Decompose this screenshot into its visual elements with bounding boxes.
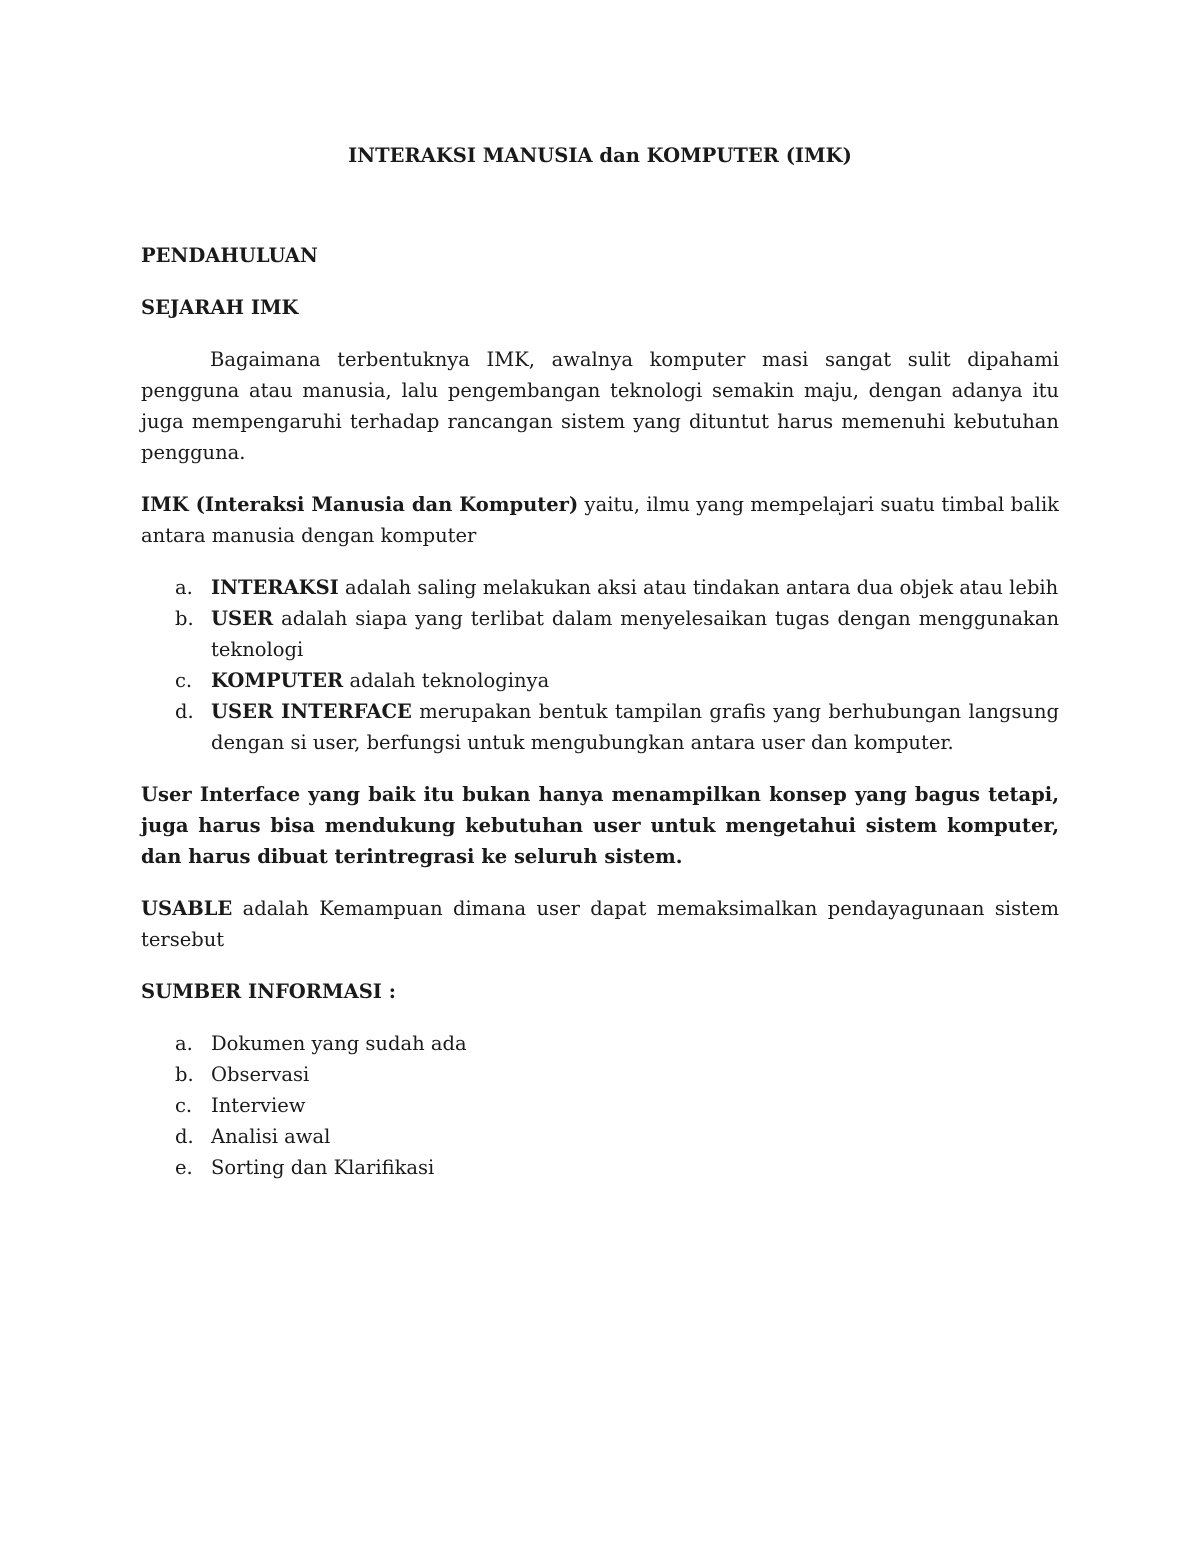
document-body xyxy=(141,140,1059,1183)
source-item xyxy=(141,1152,1059,1183)
definition-text: adalah teknologinya xyxy=(343,669,550,692)
list-marker: d. xyxy=(175,700,194,723)
imk-definition-text: yaitu, ilmu yang mempelajari suatu timbal balik antara manusia dengan komputer xyxy=(141,493,1059,547)
list-marker: d. xyxy=(175,1125,194,1148)
sejarah-paragraph: Bagaimana terbentuknya IMK, awalnya komputer masi sangat sulit dipahami pengguna atau manusia, lalu pengembangan teknologi semakin maju, dengan adanya itu juga mempengaruhi terhadap rancangan sistem yang dituntut harus memenuhi kebutuhan pengguna. xyxy=(141,348,1059,464)
definition-item-user xyxy=(141,603,1059,665)
list-marker: a. xyxy=(175,576,193,599)
usable-definition-text: adalah Kemampuan dimana user dapat memaksimalkan pendayagunaan sistem tersebut xyxy=(141,897,1059,951)
imk-definition-term: IMK (Interaksi Manusia dan Komputer) xyxy=(141,493,579,516)
source-text: Dokumen yang sudah ada xyxy=(211,1032,467,1055)
definition-term: KOMPUTER xyxy=(211,669,344,692)
definition-text: merupakan bentuk tampilan grafis yang berhubungan langsung dengan si user, berfungsi untuk mengubungkan antara user dan komputer. xyxy=(211,700,1059,754)
definition-term: USER xyxy=(211,607,274,630)
heading-sejarah-imk: SEJARAH IMK xyxy=(141,296,299,319)
source-text: Sorting dan Klarifikasi xyxy=(211,1156,435,1179)
ui-statement-paragraph: User Interface yang baik itu bukan hanya menampilkan konsep yang bagus tetapi, juga harus bisa mendukung kebutuhan user untuk mengetahui sistem komputer, dan harus dibuat terintregrasi ke seluruh sistem. xyxy=(141,783,1059,868)
list-marker: e. xyxy=(175,1156,193,1179)
usable-definition-paragraph xyxy=(141,893,1059,955)
list-marker: c. xyxy=(175,1094,193,1117)
definition-item-interaksi xyxy=(141,572,1059,603)
sources-list xyxy=(141,1028,1059,1183)
list-marker: b. xyxy=(175,607,194,630)
list-marker: b. xyxy=(175,1063,194,1086)
definition-term: INTERAKSI xyxy=(211,576,339,599)
heading-sumber-informasi: SUMBER INFORMASI : xyxy=(141,980,396,1003)
definition-text: adalah saling melakukan aksi atau tindakan antara dua objek atau lebih xyxy=(338,576,1059,599)
definition-item-komputer xyxy=(141,665,1059,696)
source-text: Observasi xyxy=(211,1063,310,1086)
heading-pendahuluan: PENDAHULUAN xyxy=(141,244,318,267)
source-text: Interview xyxy=(211,1094,306,1117)
document-title: INTERAKSI MANUSIA dan KOMPUTER (IMK) xyxy=(348,144,852,167)
list-marker: a. xyxy=(175,1032,193,1055)
source-item xyxy=(141,1090,1059,1121)
imk-definition-paragraph xyxy=(141,489,1059,551)
source-item xyxy=(141,1059,1059,1090)
definitions-list xyxy=(141,572,1059,758)
usable-definition-term: USABLE xyxy=(141,897,233,920)
source-item xyxy=(141,1121,1059,1152)
definition-term: USER INTERFACE xyxy=(211,700,412,723)
source-text: Analisi awal xyxy=(211,1125,331,1148)
list-marker: c. xyxy=(175,669,193,692)
source-item xyxy=(141,1028,1059,1059)
definition-text: adalah siapa yang terlibat dalam menyelesaikan tugas dengan menggunakan teknologi xyxy=(211,607,1059,661)
definition-item-user-interface xyxy=(141,696,1059,758)
